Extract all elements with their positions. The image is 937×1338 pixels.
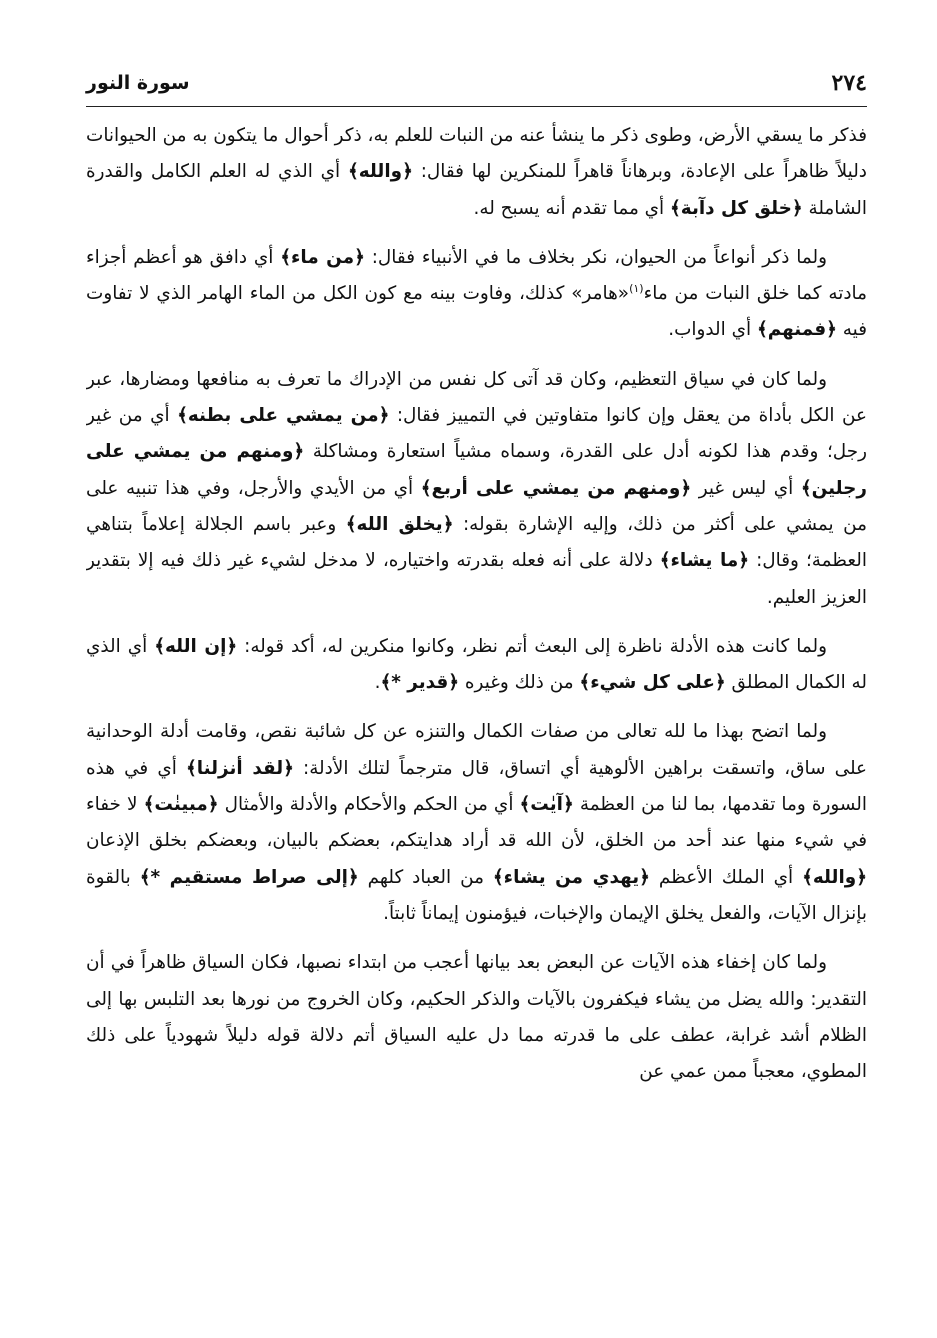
quran-quote: ﴿آيٰت﴾ — [519, 794, 574, 816]
text-segment: دلالة على أنه فعله بقدرته واختياره، لا مدخل لشيء غير ذلك فيه إلا بتقدير العزيز العليم. — [86, 550, 867, 608]
text-segment: ولما اتضح بهذا ما لله تعالى من صفات الكمال والتنزه عن كل شائبة نقص، وقامت أدلة الوحدانية على ساق، واتسقت براهين الألوهية أي اتساق، قال مترجماً لتلك الأدلة: — [86, 721, 867, 779]
text-segment: لا خفاء في شيء منها عند أحد من الخلق، لأن الله قد أراد هدايتكم، بعضكم بالبيان، وبعضكم بخلق الإذعان — [86, 794, 867, 852]
text-segment: بالقوة بإنزال الآيات، والفعل يخلق الإيمان والإخبات، فيؤمنون إيماناً ثابتاً. — [86, 866, 867, 924]
quran-quote: ﴿خلق كل دآبة﴾ — [670, 197, 803, 219]
text-segment: أي ليس غير — [691, 477, 801, 499]
quran-quote: ﴿فمنهم﴾ — [756, 319, 837, 341]
paragraph — [86, 629, 867, 702]
text-segment: أي مما تقدم أنه يسبح له. — [473, 197, 671, 219]
quran-quote: ﴿ما يشاء﴾ — [659, 550, 750, 572]
text-segment: «هامر» كذلك، وفاوت بينه مع كون الكل من الماء الهامر الذي لا تفاوت فيه — [86, 283, 867, 341]
footnote-marker: (١) — [629, 282, 644, 296]
paragraph — [86, 118, 867, 227]
text-segment: أي الدواب. — [668, 319, 757, 341]
text-segment: ولما ذكر أنواعاً من الحيوان، نكر بخلاف ما في الأنبياء فقال: — [364, 246, 827, 268]
quran-quote: ﴿ومنهم من يمشي على رجلين﴾ — [86, 441, 867, 499]
text-segment: أي الملك الأعظم — [649, 866, 803, 888]
text-segment: أي في هذه السورة وما تقدمها، بما لنا من العظمة — [86, 757, 867, 816]
quran-quote: ﴿على كل شيء﴾ — [579, 672, 726, 694]
text-segment: أي الذي له الكمال المطلق — [86, 635, 867, 694]
page-body-text — [86, 118, 867, 1324]
paragraph — [86, 362, 867, 616]
text-segment: وعبر باسم الجلالة إعلاماً بتناهي العظمة؛ وقال: — [86, 513, 867, 572]
text-segment: أي من غير رجل؛ وقدم هذا لكونه أدل على القدرة، وسماه مشياً استعارة ومشاكلة — [86, 405, 867, 463]
surah-title: سورة النور — [86, 72, 190, 94]
text-segment: فذكر ما يسقي الأرض، وطوى ذكر ما ينشأ عنه من النبات للعلم به، ذكر أحوال ما يتكون به من الحيوانات دليلاً ظاهراً على الإعادة، وبرهاناً قاهراً للمنكرين لها فقال: — [86, 125, 867, 183]
quran-quote: ﴿مبينٰت﴾ — [143, 794, 219, 816]
text-segment: أي من الحكم والأحكام والأدلة والأمثال — [218, 794, 520, 816]
quran-quote: ﴿ومنهم من يمشي على أربع﴾ — [420, 477, 692, 499]
text-segment: أي من الأيدي والأرجل، وفي هذا تنبيه على من يمشي على أكثر من ذلك، وإليه الإشارة بقوله: — [86, 477, 867, 535]
text-segment: . — [374, 672, 381, 694]
quran-quote: ﴿يهدي من يشاء﴾ — [492, 866, 650, 888]
text-segment: ولما كانت هذه الأدلة ناظرة إلى البعث أتم نظر، وكانوا منكرين له، أكد قوله: — [237, 635, 827, 657]
quran-quote: ﴿إلى صراط مستقيم *﴾ — [139, 866, 359, 888]
text-segment: ولما كان في سياق التعظيم، وكان قد آتى كل نفس من الإدراك ما تعرف به منافعها ومضارها، عبر عن الكل بأداة من يعقل وإن كانوا متفاوتين في التمييز فقال: — [86, 368, 867, 427]
text-segment: أي دافق هو أعظم أجزاء مادته كما خلق النبات من ماء — [86, 246, 867, 305]
quran-quote: ﴿والله﴾ — [348, 161, 413, 183]
text-segment: ولما كان إخفاء هذه الآيات عن البعض بعد بيانها أعجب من ابتداء نصبها، فكان السياق ظاهراً في أن التقدير: والله يضل من يشاء فيكفرون بالآيات والذكر الحكيم، وكان الخروج من نورها بعد التلبس بها إلى الظلام أشد غرابة، عطف على ما قدرته مما دل عليه السياق أتم دلالة قوله دليلاً شهودياً على ذلك المطوي، معجباً ممن عمي عن — [86, 952, 867, 1083]
quran-quote: ﴿قدير *﴾ — [380, 672, 460, 694]
page-header — [86, 68, 867, 107]
paragraph — [86, 240, 867, 349]
page-number: ٢٧٤ — [831, 70, 867, 96]
quran-quote: ﴿إن الله﴾ — [154, 635, 238, 657]
quran-quote: ﴿لقد أنزلنا﴾ — [185, 757, 294, 779]
text-segment: أي الذي له العلم الكامل والقدرة الشاملة — [86, 161, 867, 219]
text-segment: من العباد كلهم — [358, 866, 493, 888]
quran-quote: ﴿والله﴾ — [802, 866, 867, 888]
quran-quote: ﴿من يمشي على بطنه﴾ — [177, 405, 390, 427]
quran-quote: ﴿يخلق الله﴾ — [345, 513, 454, 535]
quran-quote: ﴿من ماء﴾ — [280, 246, 365, 268]
paragraph — [86, 945, 867, 1090]
paragraph — [86, 714, 867, 932]
text-segment: من ذلك وغيره — [459, 672, 580, 694]
